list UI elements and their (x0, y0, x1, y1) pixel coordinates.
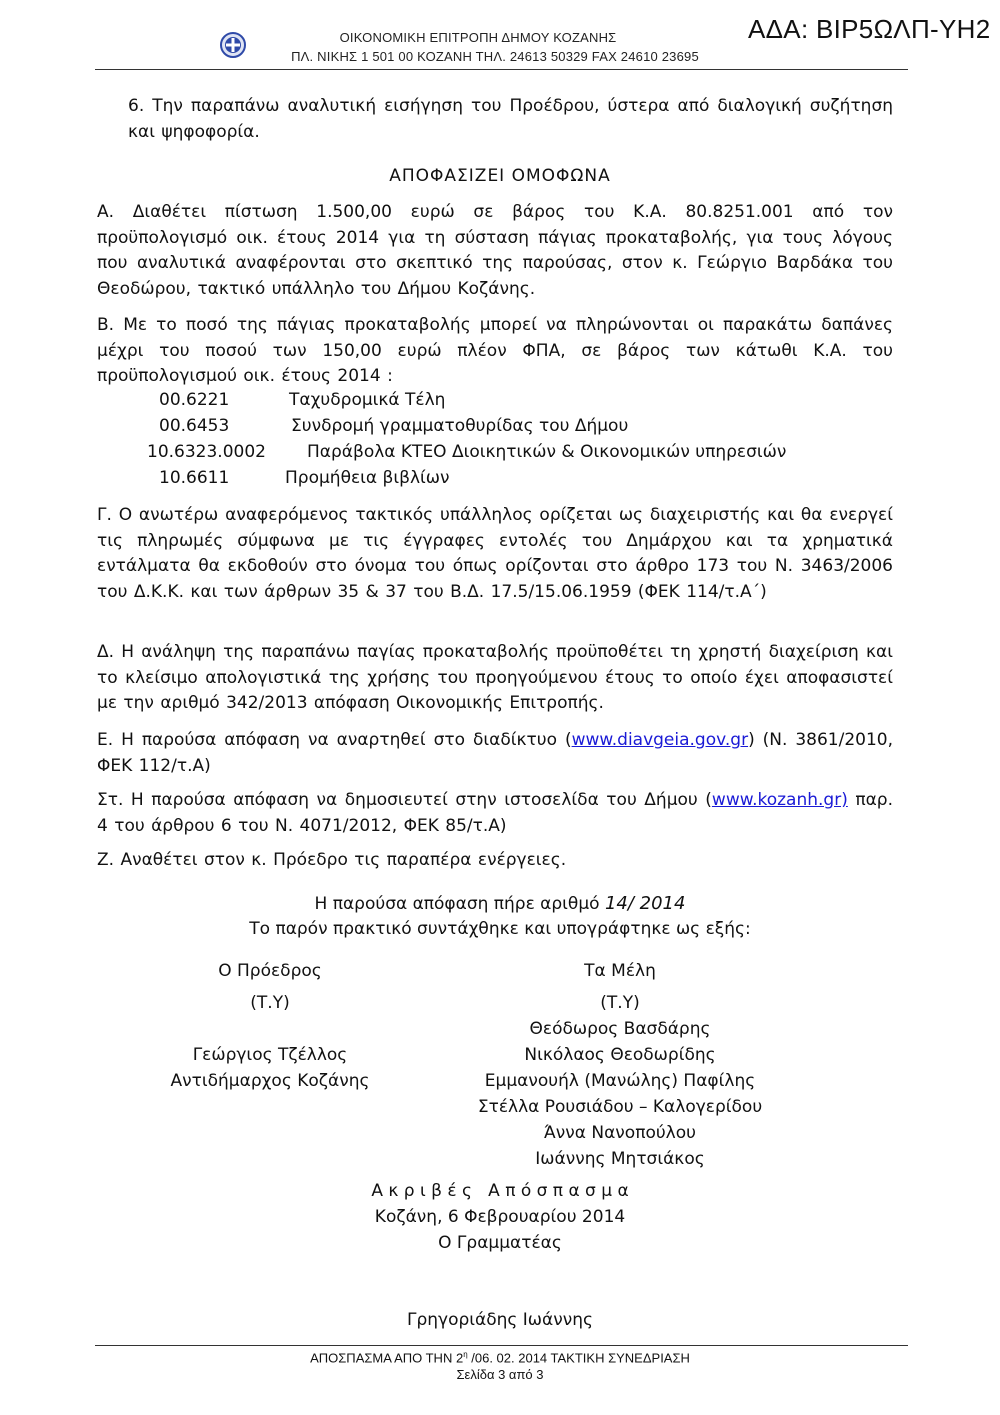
footer-superscript: η (463, 1350, 468, 1359)
member-name: Νικόλαος Θεοδωρίδης (524, 1045, 716, 1065)
members-sig-mark: (Τ.Υ) (600, 993, 640, 1013)
decision-heading: ΑΠΟΦΑΣΙΖΕΙ ΟΜΟΦΩΝΑ (389, 166, 611, 186)
budget-description: Συνδρομή γραμματοθυρίδας του Δήμου (291, 416, 629, 436)
header-committee: ΟΙΚΟΝΟΜΙΚΗ ΕΠΙΤΡΟΠΗ ΔΗΜΟΥ ΚΟΖΑΝΗΣ (339, 30, 617, 45)
section-e (97, 728, 893, 779)
member-name: Στέλλα Ρουσιάδου – Καλογερίδου (477, 1097, 763, 1117)
president-sig-mark: (Τ.Υ) (250, 993, 290, 1013)
footer-session (0, 1350, 1000, 1365)
secretary-name: Γρηγοριάδης Ιωάννης (406, 1310, 593, 1330)
page-number: Σελίδα 3 από 3 (456, 1367, 544, 1382)
section-st-text: Στ. Η παρούσα απόφαση να δημοσιευτεί στην ιστοσελίδα του Δήμου ( (97, 790, 712, 810)
budget-description: Ταχυδρομικά Τέλη (289, 390, 446, 410)
member-name: Άννα Νανοπούλου (544, 1123, 696, 1143)
section-st-text-end: παρ. 4 του άρθρου 6 του Ν. 4071/2012, ΦΕΚ 85/τ.Α) (97, 790, 893, 836)
budget-code: 10.6611 (159, 468, 230, 488)
budget-code-row (159, 390, 446, 410)
place-date: Κοζάνη, 6 Φεβρουαρίου 2014 (374, 1207, 626, 1227)
member-name: Θεόδωρος Βασδάρης (529, 1019, 711, 1039)
section-e-text: Ε. Η παρούσα απόφαση να αναρτηθεί στο διαδίκτυο ( (97, 730, 572, 750)
section-e-text-end: ) (Ν. 3861/2010, ΦΕΚ 112/τ.Α) (97, 730, 894, 776)
member-name: Εμμανουήλ (Μανώλης) Παφίλης (484, 1071, 756, 1091)
secretary-title: Ο Γραμματέας (438, 1233, 562, 1253)
minutes-text: Το παρόν πρακτικό συντάχθηκε και υπογράφτηκε ως εξής: (249, 919, 751, 939)
budget-description: Προμήθεια βιβλίων (285, 468, 450, 488)
item-6 (128, 94, 893, 145)
footer-divider (95, 1345, 908, 1346)
decision-number-label: Η παρούσα απόφαση πήρε αριθμό (314, 894, 605, 914)
member-name: Ιωάννης Μητσιάκος (535, 1149, 705, 1169)
decision-number-line (0, 893, 1000, 914)
budget-code-row (159, 416, 629, 436)
header-address: ΠΛ. ΝΙΚΗΣ 1 501 00 ΚΟΖΑΝΗ ΤΗΛ. 24613 50329 FAX 24610 23695 (291, 49, 699, 64)
budget-code: 00.6221 (159, 390, 230, 410)
decision-number: 14/ 2014 (604, 893, 686, 914)
item-6-number: 6. (128, 96, 153, 116)
section-a: Α. Διαθέτει πίστωση 1.500,00 ευρώ σε βάρος του Κ.Α. 80.8251.001 από τον προϋπολογισμό οικ. έτους 2014 για τη σύσταση πάγιας προκαταβολής, για τους λόγους που αναλυτικά αναφέρονται στο σκεπτικό της παρούσας, στον κ. Γεώργιο Βαρδάκα του Θεοδώρου, τακτικό υπάλληλο του Δήμου Κοζάνης. (97, 202, 893, 299)
members-title: Τα Μέλη (584, 961, 656, 981)
footer-session-date: /06. 02. 2014 ΤΑΚΤΙΚΗ ΣΥΝΕΔΡΙΑΣΗ (467, 1350, 690, 1366)
section-g: Γ. Ο ανωτέρω αναφερόμενος τακτικός υπάλληλος ορίζεται ως διαχειριστής και θα ενεργεί τις πληρωμές σύμφωνα με τις έγγραφες εντολές του Δημάρχου και τα χρηματικά εντάλματα θα εκδοθούν στο όνομα του όπως ορίζονται στο άρθρο 173 του Ν. 3463/2006 του Δ.Κ.Κ. και των άρθρων 35 & 37 του Β.Δ. 17.5/15.06.1959 (ΦΕΚ 114/τ.Α΄) (97, 505, 893, 602)
budget-code: 00.6453 (159, 416, 230, 436)
members-signature-block (460, 958, 780, 1172)
kozanh-link[interactable]: www.kozanh.gr) (711, 790, 848, 810)
section-d: Δ. Η ανάληψη της παραπάνω παγίας προκαταβολής προϋποθέτει τη χρηστή διαχείριση και το κλείσιμο απολογιστικά της χρήσης του προηγούμενου έτους το οποίο έχει αποφασιστεί με την αριθμό 342/2013 απόφαση Οικονομικής Επιτροπής. (97, 642, 893, 713)
budget-code-row (159, 468, 450, 488)
greek-coat-of-arms-icon (220, 32, 246, 58)
budget-code: 10.6323.0002 (147, 442, 266, 462)
footer-session-text: ΑΠΟΣΠΑΣΜΑ ΑΠΟ ΤΗΝ 2 (310, 1350, 464, 1366)
budget-description: Παράβολα ΚΤΕΟ Διοικητικών & Οικονομικών υπηρεσιών (307, 442, 787, 462)
certified-extract-title: Α κ ρ ι β έ ς Α π ό σ π α σ μ α (371, 1181, 629, 1201)
section-st (97, 788, 893, 839)
header-divider (95, 69, 908, 70)
ada-code: ΑΔΑ: ΒΙΡ5ΩΛΠ-ΥΗ2 (748, 14, 991, 44)
president-title: Ο Πρόεδρος (218, 961, 322, 981)
diavgeia-link[interactable]: www.diavgeia.gov.gr (571, 730, 749, 750)
president-signature-block (150, 958, 390, 1094)
item-6-text: Την παραπάνω αναλυτική εισήγηση του Προέδρου, ύστερα από διαλογική συζήτηση και ψηφοφορία. (128, 96, 893, 142)
president-name: Γεώργιος Τζέλλος (192, 1045, 348, 1065)
section-z: Ζ. Αναθέτει στον κ. Πρόεδρο τις παραπέρα ενέργειες. (97, 850, 567, 870)
budget-code-row (147, 442, 787, 462)
president-role: Αντιδήμαρχος Κοζάνης (170, 1071, 370, 1091)
section-b: Β. Με το ποσό της πάγιας προκαταβολής μπορεί να πληρώνονται οι παρακάτω δαπάνες μέχρι του ποσού των 150,00 ευρώ πλέον ΦΠΑ, σε βάρος των κάτωθι Κ.Α. του προϋπολογισμού οικ. έτους 2014 : (97, 315, 893, 386)
